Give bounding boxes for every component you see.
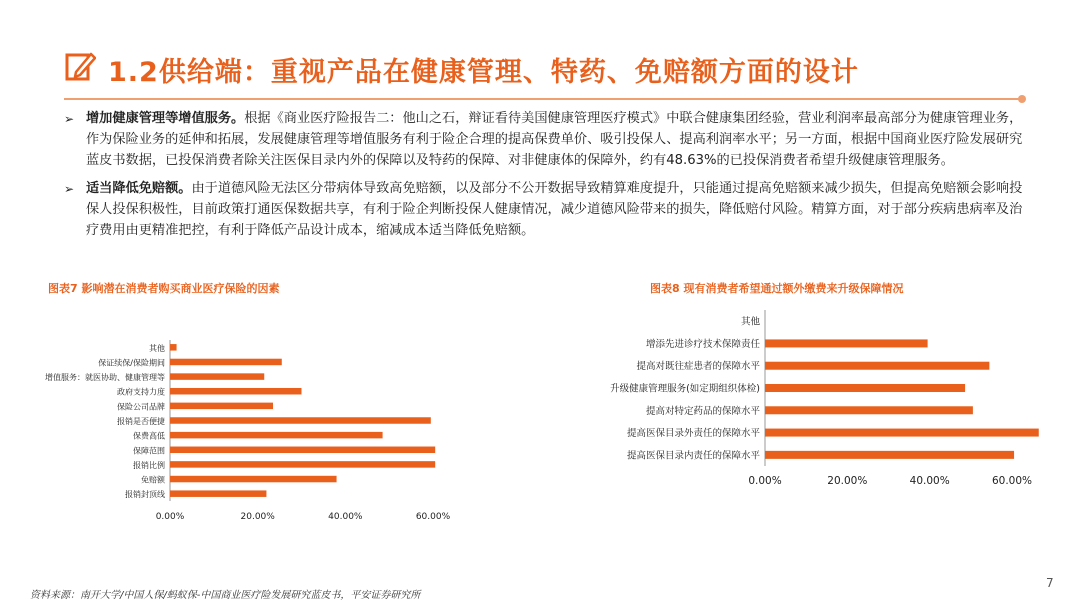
bullet-health-management: [64, 109, 1024, 171]
x-tick-label: 60.00%: [991, 475, 1033, 487]
title-divider: [64, 98, 1024, 100]
category-label: 报销是否便捷: [117, 417, 165, 426]
bar: [765, 384, 965, 392]
bar: [170, 417, 431, 424]
x-tick-label: 20.00%: [240, 512, 275, 522]
bar: [170, 447, 435, 454]
bar: [765, 429, 1039, 437]
title-divider-dot: [1018, 95, 1026, 103]
bar: [170, 359, 282, 365]
category-label: 免赔额: [141, 475, 165, 485]
source-note: 资料来源：南开大学/中国人保/蚂蚁保-中国商业医疗险发展研究蓝皮书，平安证券研究所: [30, 590, 421, 601]
bar: [170, 461, 435, 468]
chart-8-upgrade-willingness: [580, 308, 1050, 508]
category-label: 增值服务：就医协助、健康管理等: [45, 373, 165, 383]
bar: [170, 388, 302, 395]
bar: [765, 362, 989, 370]
x-tick-label: 0.00%: [748, 475, 782, 487]
page-title: 1.2供给端：重视产品在健康管理、特药、免赔额方面的设计: [108, 57, 859, 88]
x-tick-label: 40.00%: [328, 512, 363, 522]
category-label: 保障范围: [133, 446, 165, 456]
bar: [170, 490, 266, 497]
category-label: 提高医保目录外责任的保障水平: [626, 428, 760, 440]
bar: [170, 403, 273, 410]
arrow-bullet-icon: ➢: [64, 112, 75, 126]
x-tick-label: 40.00%: [909, 475, 950, 487]
bar: [765, 451, 1014, 459]
x-tick-label: 20.00%: [827, 475, 868, 487]
bullet-text: 根据《商业医疗险报告二：他山之石，辩证看待美国健康管理医疗模式》中联合健康集团经验，营业利润率最高部分为健康管理业务，作为保险业务的延伸和拓展，发展健康管理等增值服务有利于险企合理的提高保费单价、吸引投保人、提高利润率水平；另一方面，根据中国商业医疗险发展研究蓝皮书数据，已投保消费者除关注医保目录内外的保障以及特药的保障、对非健康体的保障外，约有48.63%的已投保消费者希望升级健康管理服务。: [86, 111, 1023, 168]
arrow-bullet-icon: ➢: [64, 182, 75, 197]
bullet-text: 由于道德风险无法区分带病体导致高免赔额，以及部分不公开数据导致精算难度提升，只能通过提高免赔额来减少损失，但提高免赔额会影响投保人投保积极性，目前政策打通医保数据共享，有利于险企判断投保人健康情况，减少道德风险带来的损失，降低赔付风险。精算方面，对于部分疾病患病率及治疗费用由更精准把控，有利于降低产品设计成本，缩减成本适当降低免赔额。: [86, 181, 1023, 238]
x-tick-label: 0.00%: [155, 512, 185, 522]
category-label: 提高医保目录内责任的保障水平: [626, 450, 760, 462]
bullet-lead: 适当降低免赔额。: [86, 181, 192, 197]
category-label: 保证续保/保险期间: [98, 358, 165, 368]
category-label: 其他: [740, 316, 760, 328]
bar: [765, 406, 973, 414]
bullet-lead: 增加健康管理等增值服务。: [86, 111, 245, 126]
bar: [170, 373, 264, 380]
category-label: 增添先进诊疗技术保障责任: [645, 338, 760, 350]
category-label: 其他: [149, 343, 165, 353]
edit-note-icon: [64, 50, 96, 82]
category-label: 保险公司品牌: [117, 402, 165, 412]
x-tick-label: 60.00%: [415, 512, 451, 522]
bar: [170, 476, 337, 483]
bullet-list: [64, 109, 1024, 250]
bar: [765, 339, 928, 347]
category-label: 政府支持力度: [117, 387, 165, 397]
category-label: 升级健康管理服务(如定期组织体检): [610, 383, 760, 395]
category-label: 报销封顶线: [125, 490, 165, 500]
bullet-deductible: [64, 179, 1024, 241]
bar: [170, 432, 383, 439]
chart-7-purchase-factors: [0, 330, 470, 530]
category-label: 提高对既往症患者的保障水平: [636, 361, 760, 373]
chart-7-title: 图表7 影响潜在消费者购买商业医疗保险的因素: [48, 282, 280, 295]
chart-8-title: 图表8 现有消费者希望通过额外缴费来升级保障情况: [650, 282, 904, 295]
page-number: 7: [1046, 576, 1054, 590]
category-label: 报销比例: [133, 460, 165, 470]
category-label: 保费高低: [133, 431, 165, 441]
bar: [170, 344, 177, 351]
category-label: 提高对特定药品的保障水平: [645, 405, 760, 417]
